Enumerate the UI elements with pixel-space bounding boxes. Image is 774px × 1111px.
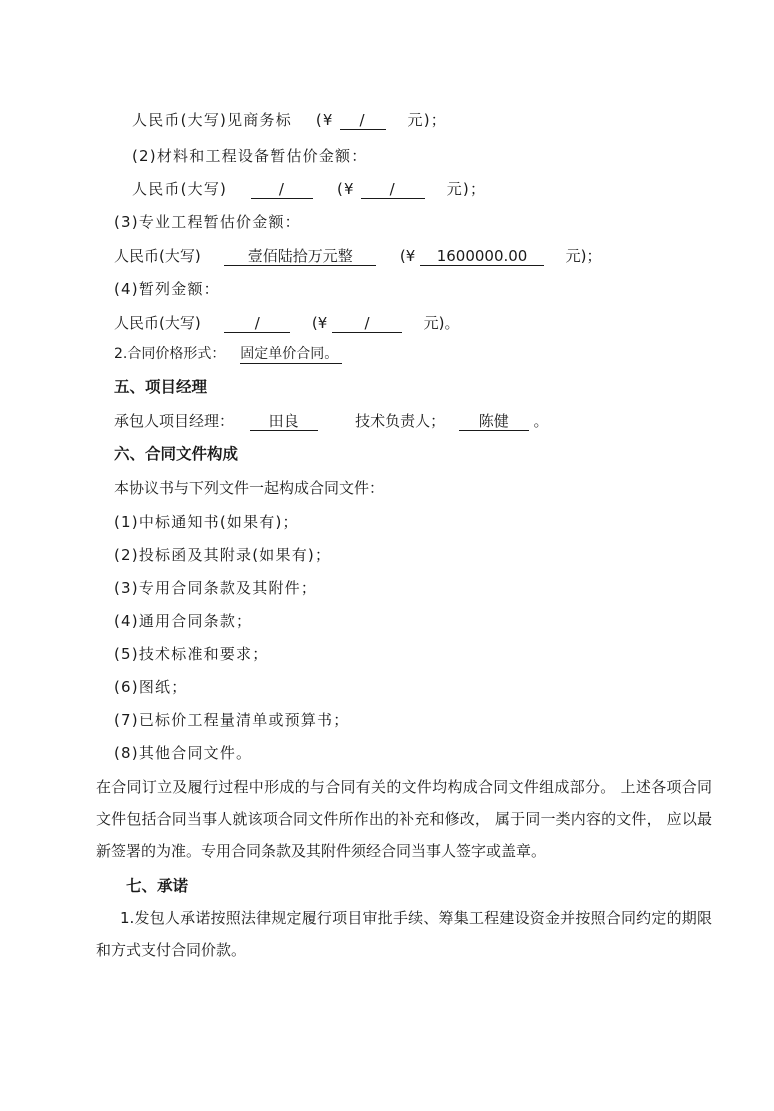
yen-label: (¥ [315,111,334,129]
yuan-label: 元)。 [423,314,460,332]
rmb-amount-blank: / [251,181,313,199]
yuan-label: 元)； [446,180,487,198]
project-manager-line [114,411,549,431]
rmb-label: 人民币(大写)见商务标 [132,111,292,129]
section-5-heading: 五、项目经理 [114,378,208,396]
contract-price-form-label: 2.合同价格形式： [114,346,226,362]
yen-amount-number: 1600000.00 [420,248,544,266]
document-list-item: (8)其他合同文件。 [114,744,253,762]
yen-label: (¥ [399,247,416,265]
rmb-amount-text: 壹佰陆拾万元整 [224,248,376,266]
contract-price-form-value: 固定单价合同。 [240,346,342,364]
rmb-label: 人民币(大写) [114,314,201,332]
document-list-item: (4)通用合同条款； [114,612,253,630]
technical-lead-label: 技术负责人； [355,412,446,430]
document-list-item: (2)投标函及其附录(如果有)； [114,546,332,564]
document-list-item: (1)中标通知书(如果有)； [114,513,299,531]
document-list-item: (3)专用合同条款及其附件； [114,579,318,597]
technical-lead-name: 陈健 [459,413,529,431]
contract-documents-paragraph: 在合同订立及履行过程中形成的与合同有关的文件均构成合同文件组成部分。 上述各项合同文件包括合同当事人就该项合同文件所作出的补充和修改， 属于同一类内容的文件， 应以最新签署的为准。专用合同条款及其附件须经合同当事人签字或盖章。 [96,778,712,860]
contract-price-form [114,344,342,364]
yuan-label: 元)； [407,111,447,129]
employer-commitment-paragraph: 1.发包人承诺按照法律规定履行项目审批手续、筹集工程建设资金并按照合同约定的期限和方式支付合同价款。 [96,909,712,959]
project-manager-label: 承包人项目经理： [114,412,235,430]
yuan-label: 元)； [565,247,602,265]
rmb-label: 人民币(大写) [132,180,228,198]
section-7-heading: 七、承诺 [126,877,189,895]
rmb-amount-blank: / [224,315,290,333]
item-3-heading: (3)专业工程暂估价金额： [114,213,301,231]
sentence-end: 。 [533,412,549,430]
yen-label: (¥ [311,314,328,332]
document-list-item: (5)技术标准和要求； [114,645,269,663]
item-4-heading: (4)暂列金额： [114,280,220,298]
rmb-label: 人民币(大写) [114,247,201,265]
project-manager-name: 田良 [250,413,318,431]
yen-amount-blank: / [332,315,402,333]
price-line-materials [132,179,486,199]
document-list-item: (7)已标价工程量清单或预算书； [114,711,350,729]
yen-amount-blank: / [340,112,386,130]
price-line-provisional [114,313,459,333]
yen-label: (¥ [336,180,355,198]
section-6-heading: 六、合同文件构成 [114,445,239,463]
yen-amount-blank: / [361,181,425,199]
price-line-commercial [132,110,447,130]
item-2-heading: (2)材料和工程设备暂估价金额： [132,147,368,165]
price-line-specialty [114,246,601,266]
section-6-intro: 本协议书与下列文件一起构成合同文件： [114,479,385,497]
document-list-item: (6)图纸； [114,678,188,696]
